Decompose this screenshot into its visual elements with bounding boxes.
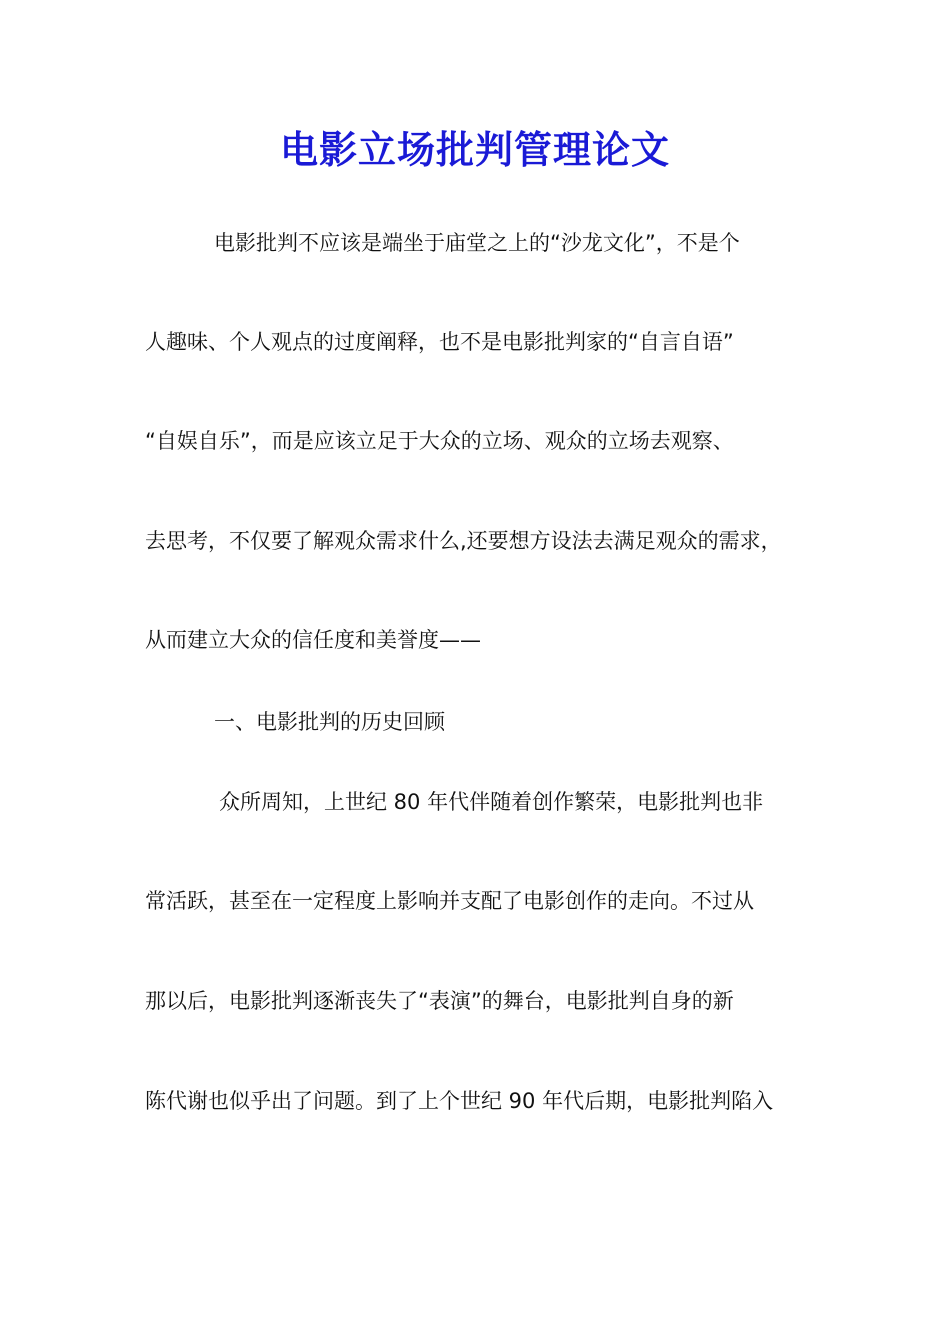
paragraph-line-4: 去思考，不仅要了解观众需求什么,还要想方设法去满足观众的需求， [145, 529, 782, 553]
section-heading: 一、电影批判的历史回顾 [214, 710, 445, 734]
document-title: 电影立场批判管理论文 [279, 127, 670, 172]
paragraph-line-8: 常活跃，甚至在一定程度上影响并支配了电影创作的走向。不过从 [145, 889, 754, 913]
paragraph-line-9: 那以后，电影批判逐渐丧失了“表演”的舞台，电影批判自身的新 [145, 989, 734, 1013]
paragraph-line-10: 陈代谢也似乎出了问题。到了上个世纪 90 年代后期，电影批判陷入 [145, 1089, 774, 1113]
paragraph-line-5: 从而建立大众的信任度和美誉度—— [145, 628, 481, 652]
paragraph-line-1: 电影批判不应该是端坐于庙堂之上的“沙龙文化”，不是个 [214, 231, 740, 255]
paragraph-line-2: 人趣味、个人观点的过度阐释，也不是电影批判家的“自言自语” [145, 330, 734, 354]
paragraph-line-7: 众所周知，上世纪 80 年代伴随着创作繁荣，电影批判也非 [219, 790, 764, 814]
paragraph-line-3: “自娱自乐”，而是应该立足于大众的立场、观众的立场去观察、 [145, 429, 734, 453]
